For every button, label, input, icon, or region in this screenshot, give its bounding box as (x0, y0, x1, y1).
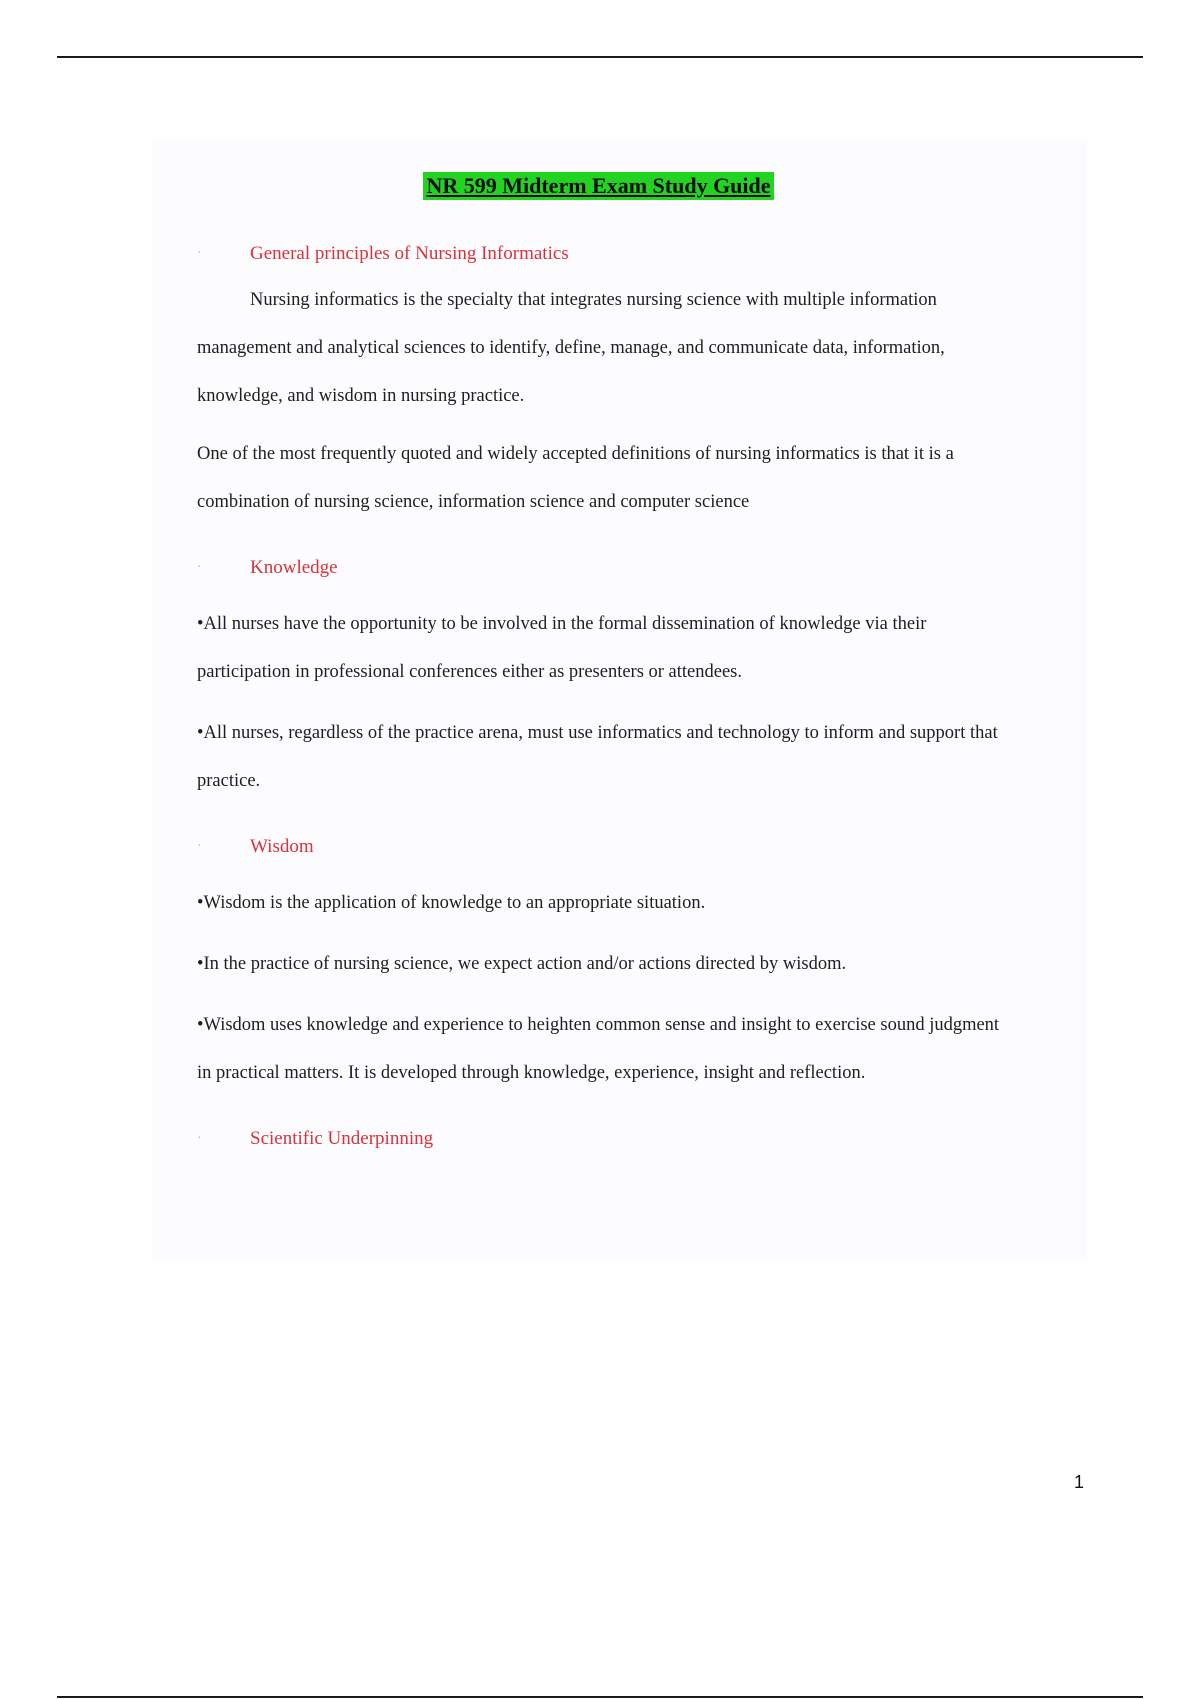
bullet-knowledge-1: •All nurses have the opportunity to be involved in the formal dissemination of knowledge via their participation in professional conferences either as presenters or attendees. (197, 614, 927, 682)
heading-text: Wisdom (250, 836, 314, 857)
bullet-wisdom-1: •Wisdom is the application of knowledge to an appropriate situation. (197, 893, 706, 913)
heading-marker: · (197, 560, 202, 575)
heading-text: Knowledge (250, 557, 338, 578)
heading-marker: · (197, 1131, 202, 1146)
page-number: 1 (1074, 1472, 1085, 1492)
bullet-wisdom-3: •Wisdom uses knowledge and experience to heighten common sense and insight to exercise sound judgment in practical matters. It is developed through knowledge, experience, insight and reflection. (197, 1015, 1000, 1083)
section-heading-general-principles (197, 242, 1017, 266)
paragraph-definition: Nursing informatics is the specialty that integrates nursing science with multiple information management and analytical sciences to identify, define, manage, and communicate data, information, knowledge, and wisdom in nursing practice. (197, 290, 945, 406)
document-title: NR 599 Midterm Exam Study Guide (423, 172, 773, 200)
heading-marker: · (197, 246, 202, 261)
title-block (197, 172, 1000, 200)
section-heading-knowledge (197, 556, 1017, 580)
bullet-knowledge-2: •All nurses, regardless of the practice arena, must use informatics and technology to inform and support that practice. (197, 723, 998, 791)
paragraph-combination: One of the most frequently quoted and widely accepted definitions of nursing informatics is that it is a combination of nursing science, information science and computer science (197, 444, 954, 512)
heading-marker: · (197, 839, 202, 854)
top-rule (57, 56, 1143, 58)
bottom-rule (57, 1696, 1143, 1698)
section-heading-scientific-underpinning (197, 1127, 1017, 1151)
section-heading-wisdom (197, 835, 1017, 859)
heading-text: General principles of Nursing Informatics (250, 243, 569, 264)
heading-text: Scientific Underpinning (250, 1128, 434, 1149)
document-body (197, 172, 1017, 1151)
bullet-wisdom-2: •In the practice of nursing science, we expect action and/or actions directed by wisdom. (197, 954, 847, 974)
